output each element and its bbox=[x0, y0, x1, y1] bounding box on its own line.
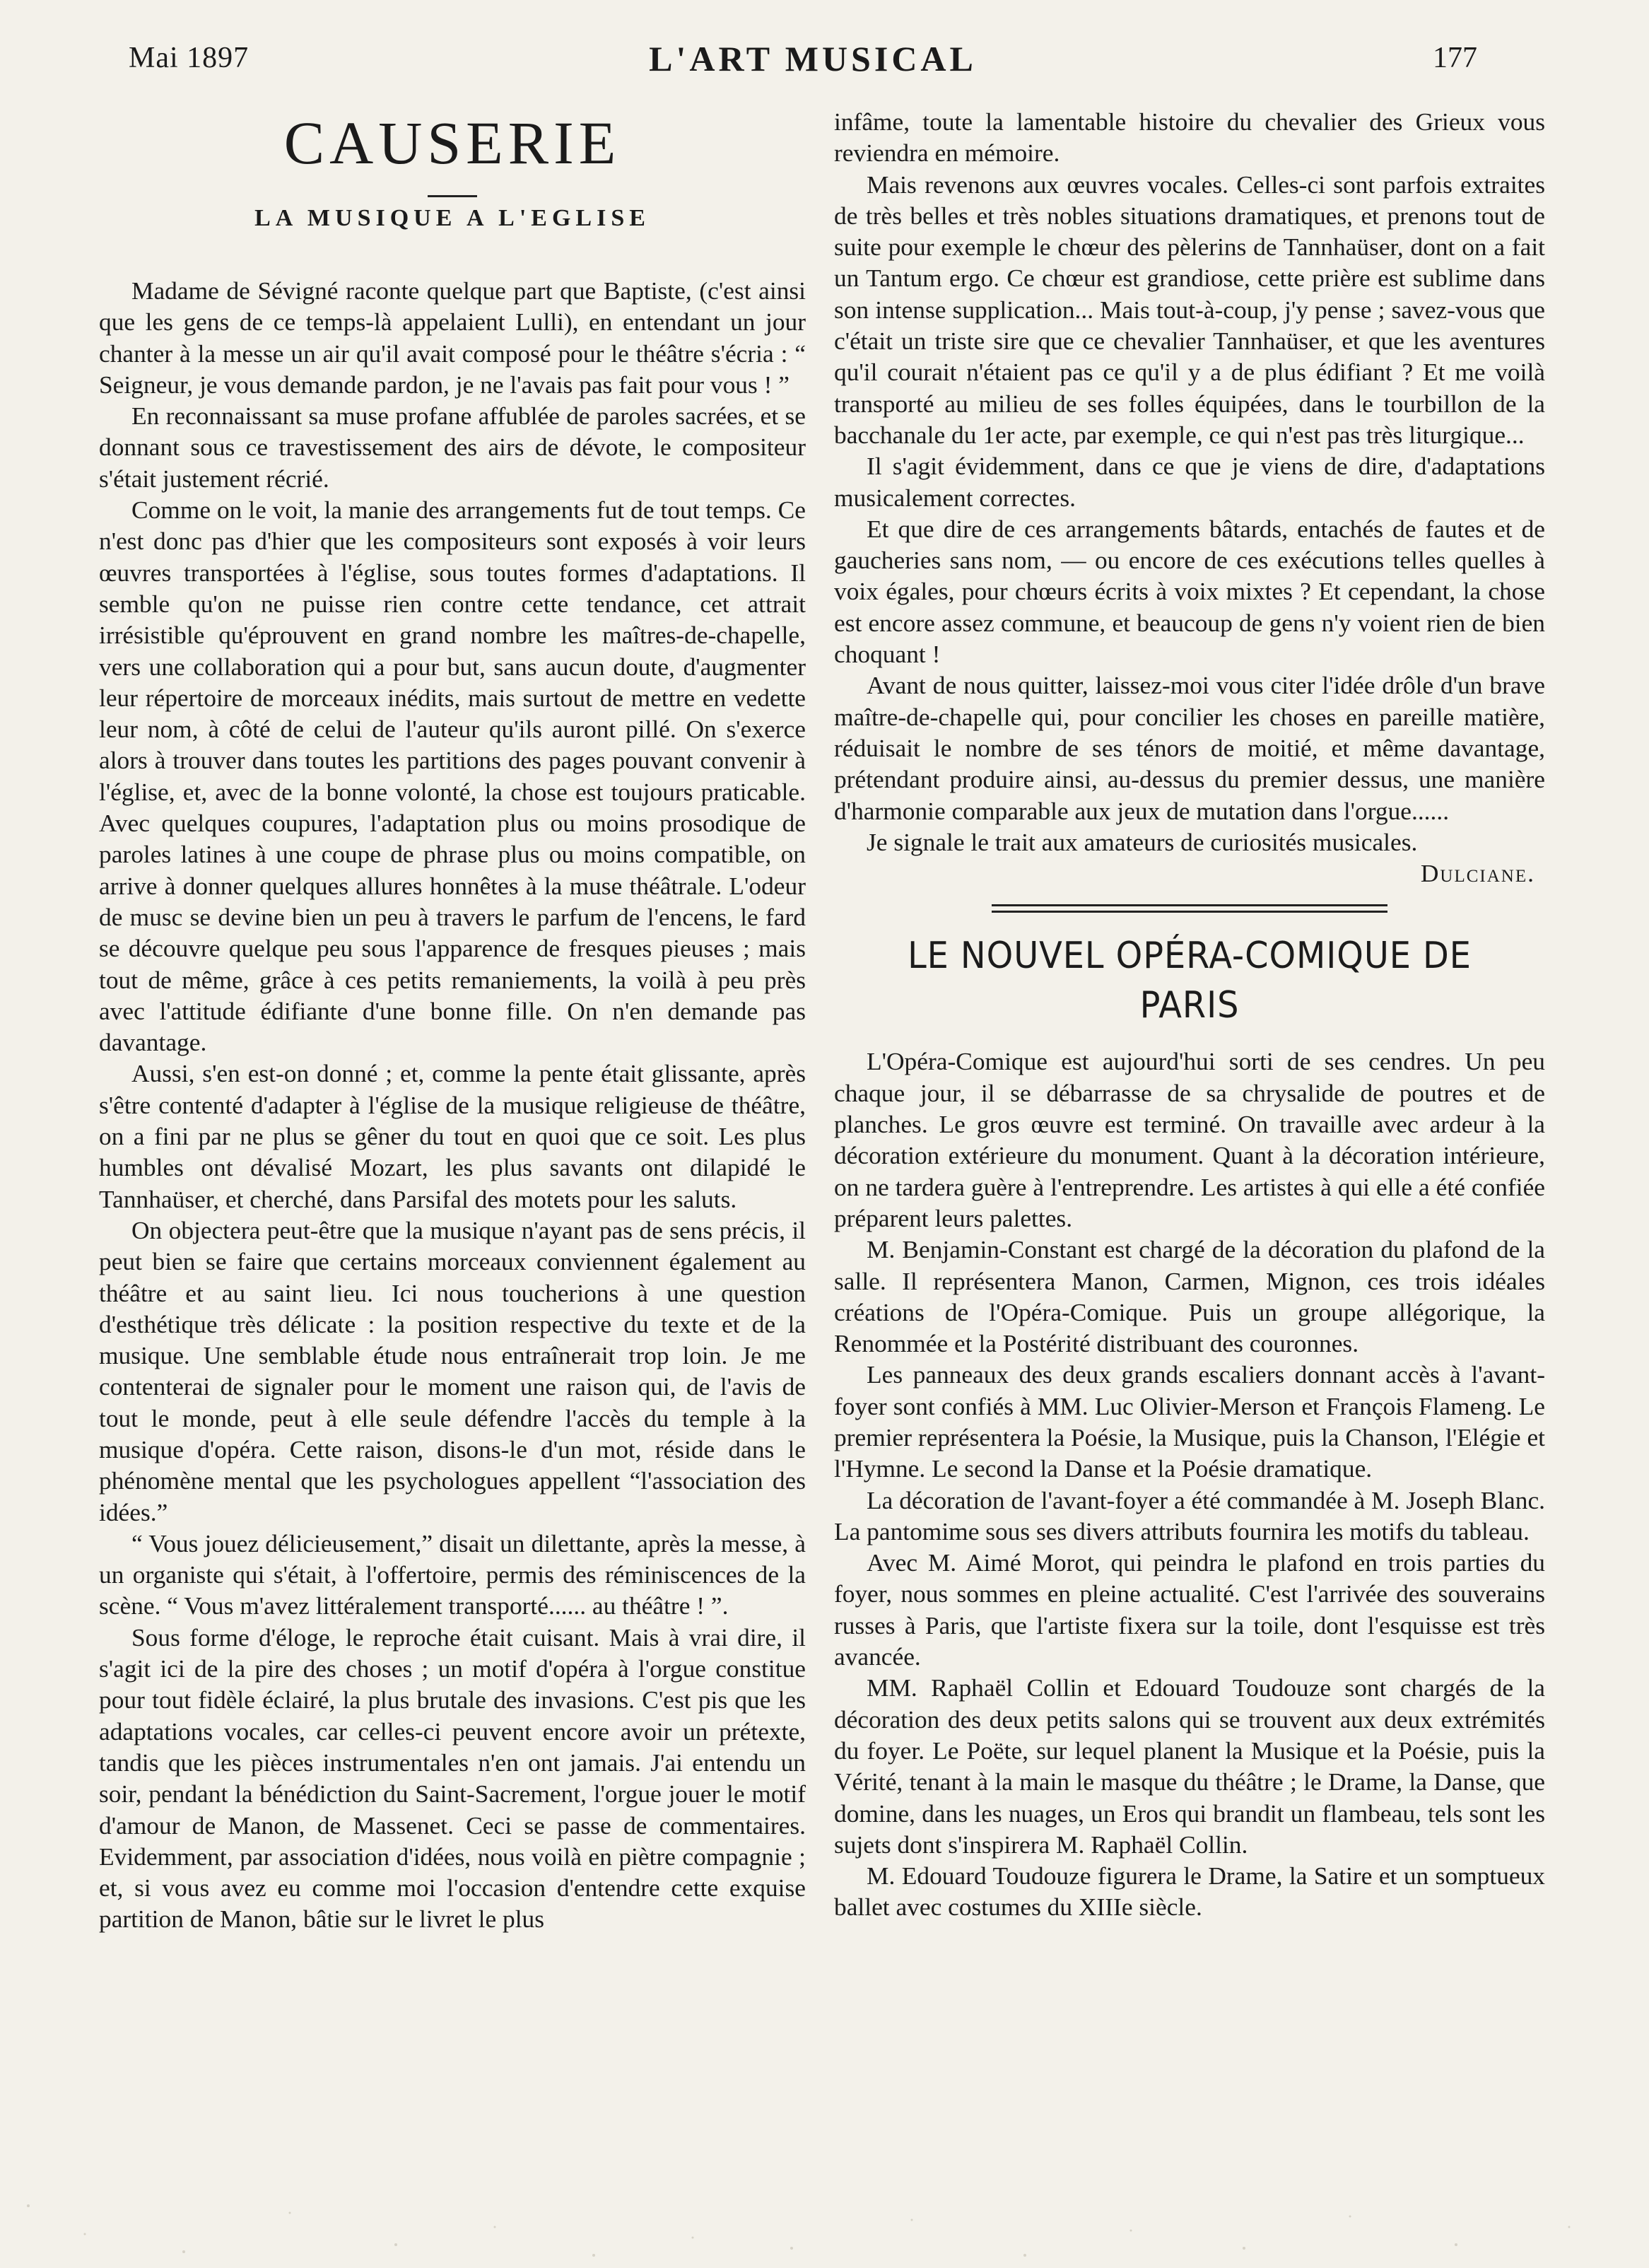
opera-comique-title: LE NOUVEL OPÉRA-COMIQUE DE PARIS bbox=[908, 935, 1472, 1027]
opera-paragraph: M. Edouard Toudouze figurera le Drame, la Satire et un somptueux ballet avec costumes du XIIIe siècle. bbox=[834, 1861, 1545, 1922]
opera-paragraph: Avec M. Aimé Morot, qui peindra le plafond en trois parties du foyer, nous sommes en pleine actualité. C'est l'arrivée des souverains russes à Paris, que l'artiste fixera sur la toile, dont l'esquisse est très avancée. bbox=[834, 1548, 1545, 1671]
causerie-paragraph: Sous forme d'éloge, le reproche était cuisant. Mais à vrai dire, il s'agit ici de la pire des choses ; un motif d'opéra à l'orgue constitue pour tout fidèle éclairé, la plus brutale des invasions. C'est pis que les adaptations vocales, car celles-ci peuvent encore avoir un prétexte, tandis que les pièces instrumentales n'en ont jamais. J'ai entendu un soir, pendant la bénédiction du Saint-Sacrement, l'orgue jouer le motif d'amour de Manon, de Massenet. Ceci se passe de commentaires. Evidemment, par association d'idées, nous voilà en piètre compagnie ; et, si vous avez eu comme moi l'occasion d'entendre cette exquise partition de Manon, bâtie sur le livret le plus bbox=[99, 1623, 806, 1934]
title-rule bbox=[428, 195, 477, 197]
causerie-paragraph: Comme on le voit, la manie des arrangements fut de tout temps. Ce n'est donc pas d'hier que les compositeurs sont exposés à voir leurs œuvres transportées à l'église, sous toutes formes d'adaptations. Il semble qu'on ne puisse rien contre cette tendance, cet attrait irrésistible qu'éprouvent en grand nombre les maîtres-de-chapelle, vers une collaboration qui a pour but, sans aucun doute, d'augmenter leur répertoire de morceaux inédits, mais surtout de mettre en vedette leur nom, à côté de celui de l'auteur qu'ils auront pillé. On s'exerce alors à trouver dans toutes les partitions des pages pouvant convenir à l'église, et, avec de la bonne volonté, la chose est toujours praticable. Avec quelques coupures, l'adaptation plus ou moins prosodique de paroles latines à une coupe de phrase plus ou moins compatible, on arrive à donner quelques allures honnêtes à la muse théâtrale. L'odeur de musc se devine bien un peu à travers le parfum de l'encens, le fard se découvre quelque peu sous l'apparence de fresques pieuses ; mais tout de même, grâce à ces petits remaniements, la voilà à peu près avec l'attitude édifiante d'une bonne fille. On n'en demande pas davantage. bbox=[99, 496, 806, 1057]
causerie-paragraph-continued: Il s'agit évidemment, dans ce que je viens de dire, d'adaptations musicalement correctes. bbox=[834, 452, 1545, 512]
section-divider bbox=[992, 904, 1387, 913]
issue-date: Mai 1897 bbox=[129, 42, 250, 74]
causerie-paragraph: En reconnaissant sa muse profane affublée de paroles sacrées, et se donnant sous ce travestissement des airs de dévote, le compositeur s'était justement récrié. bbox=[99, 402, 806, 493]
right-column bbox=[834, 106, 1545, 1923]
causerie-paragraph-continued: Avant de nous quitter, laissez-moi vous citer l'idée drôle d'un brave maître-de-chapelle qui, pour concilier les choses en pareille matière, réduisait le nombre de ses ténors de moitié, et même davantage, prétendant produire ainsi, au-dessus du premier dessus, une manière d'harmonie comparable aux jeux de mutation dans l'orgue...... bbox=[834, 671, 1545, 825]
opera-paragraph: L'Opéra-Comique est aujourd'hui sorti de ses cendres. Un peu chaque jour, il se débarrasse de sa chrysalide de poutres et de planches. Le gros œuvre est terminé. On travaille avec ardeur à la décoration extérieure du monument. Quant à la décoration intérieure, on ne tardera guère à l'entreprendre. Les artistes à qui elle a été confiée préparent leurs palettes. bbox=[834, 1047, 1545, 1232]
opera-paragraph: La décoration de l'avant-foyer a été commandée à M. Joseph Blanc. La pantomime sous ses divers attributs fournira les motifs du tableau. bbox=[834, 1485, 1545, 1545]
journal-title: L'ART MUSICAL bbox=[649, 39, 977, 78]
left-column bbox=[99, 106, 806, 1935]
causerie-paragraph-continued: Je signale le trait aux amateurs de curiosités musicales. bbox=[867, 827, 1418, 856]
causerie-paragraph-continued: Et que dire de ces arrangements bâtards, entachés de fautes et de gaucheries sans nom, — ou encore de ces exécutions telles quelles à voix égales, pour chœurs écrits à voix mixtes ? Et cependant, la chose est encore assez commune, et beaucoup de gens n'y voient rien de bien choquant ! bbox=[834, 514, 1545, 669]
causerie-subtitle: LA MUSIQUE A L'EGLISE bbox=[254, 205, 650, 231]
opera-paragraph: MM. Raphaël Collin et Edouard Toudouze sont chargés de la décoration des deux petits salons qui se trouvent aux deux extrémités du foyer. Le Poëte, sur lequel planent la Musique et la Poésie, puis la Vérité, tenant à la main le masque du théâtre ; le Drame, la Danse, que domine, dans les nuages, un Eros qui brandit un flambeau, tels sont les sujets dont s'inspirera M. Raphaël Collin. bbox=[834, 1673, 1545, 1859]
page-header bbox=[120, 41, 1506, 83]
author-signature: Dulciane. bbox=[1420, 859, 1535, 888]
causerie-paragraph: “ Vous jouez délicieusement,” disait un dilettante, après la messe, à un organiste qui s'était, à l'offertoire, permis des réminiscences de la scène. “ Vous m'avez littéralement transporté...... au théâtre ! ”. bbox=[99, 1528, 806, 1620]
causerie-paragraph-continued: Mais revenons aux œuvres vocales. Celles-ci sont parfois extraites de très belles et très nobles situations dramatiques, et prenons tout de suite pour exemple le chœur des pèlerins de Tannhaüser, dont on a fait un Tantum ergo. Ce chœur est grandiose, cette prière est sublime dans son intense supplication... Mais tout-à-coup, j'y pense ; savez-vous que c'était un triste sire que ce chevalier Tannhaüser, et que les aventures qu'il courait n'étaient pas ce qu'il y a de plus édifiant ? Et me voilà transporté au milieu de ses folles équipées, dans le tourbillon de la bacchanale du 1er acte, par exemple, ce qui n'est pas très liturgique... bbox=[834, 170, 1545, 449]
causerie-paragraph: On objectera peut-être que la musique n'ayant pas de sens précis, il peut bien se faire que certains morceaux conviennent également au théâtre et au saint lieu. Ici nous toucherions à une question d'esthétique très délicate : la position respective du texte et de la musique. Une semblable étude nous entraînerait trop loin. Je me contenterai de signaler pour le moment une raison qui, de l'avis de tout le monde, peut à elle seule défendre l'accès du temple à la musique d'opéra. Cette raison, disons-le d'un mot, réside dans le phénomène mental que les psychologues appellent “l'association des idées.” bbox=[99, 1215, 806, 1526]
page-number: 177 bbox=[1433, 42, 1477, 74]
opera-paragraph: M. Benjamin-Constant est chargé de la décoration du plafond de la salle. Il représentera Manon, Carmen, Mignon, ces trois idéales créations de l'Opéra-Comique. Puis un groupe allégorique, la Renommée et la Postérité distribuant des couronnes. bbox=[834, 1235, 1545, 1358]
opera-paragraph: Les panneaux des deux grands escaliers donnant accès à l'avant-foyer sont confiés à MM. Luc Olivier-Merson et François Flameng. Le premier représentera la Poésie, la Musique, puis la Chanson, l'Elégie et l'Hymne. Le second la Danse et la Poésie dramatique. bbox=[834, 1360, 1545, 1483]
causerie-title: CAUSERIE bbox=[283, 109, 621, 177]
causerie-paragraph: Madame de Sévigné raconte quelque part que Baptiste, (c'est ainsi que les gens de ce temps-là appelaient Lulli), en entendant un jour chanter à la messe un air qu'il avait composé pour le théâtre s'écria : “ Seigneur, je vous demande pardon, je ne l'avais pas fait pour vous ! ” bbox=[99, 276, 806, 399]
paper-speckle-texture bbox=[0, 2001, 1649, 2268]
causerie-paragraph: Aussi, s'en est-on donné ; et, comme la pente était glissante, après s'être contenté d'adapter à l'église de la musique religieuse de théâtre, on a fini par ne plus se gêner du tout en quoi que ce soit. Les plus humbles ont dévalisé Mozart, les plus savants ont dilapidé le Tannhaüser, et cherché, dans Parsifal des motets pour les saluts. bbox=[99, 1059, 806, 1213]
causerie-paragraph-continued: infâme, toute la lamentable histoire du chevalier des Grieux vous reviendra en mémoire. bbox=[834, 107, 1545, 168]
